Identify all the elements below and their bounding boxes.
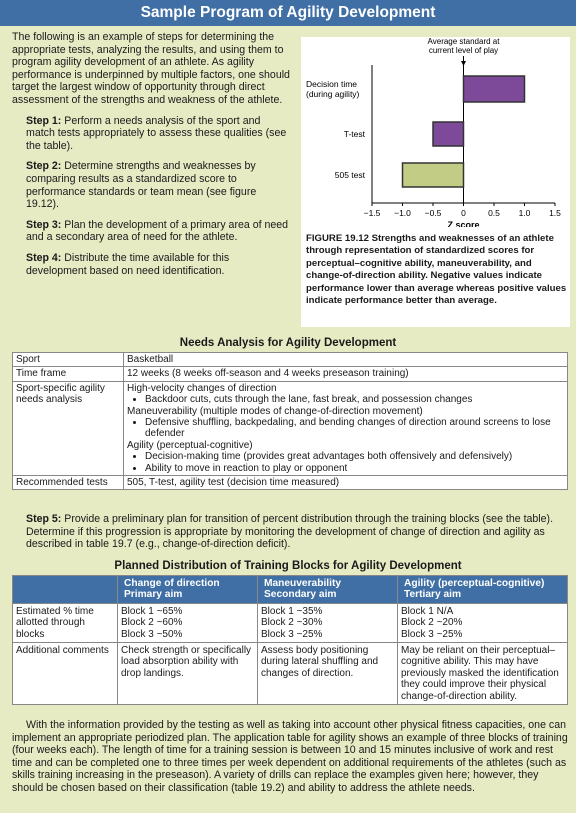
step-3 (12, 219, 290, 244)
annotation-label: current level of play (428, 46, 499, 55)
needs-table-title: Needs Analysis for Agility Development (179, 337, 397, 349)
block-value: Block 2 ~60% (121, 617, 183, 629)
figure-19-12 (301, 37, 570, 327)
table-row (13, 643, 568, 705)
table-cell: Time frame (13, 367, 124, 381)
table-row (13, 353, 568, 367)
step-3-text: Plan the development of a primary area of need and a secondary area of need for the athlete. (26, 218, 289, 244)
table-row (13, 367, 568, 381)
header-main: Maneuverability (264, 578, 341, 589)
step-2-label: Step 2: (26, 160, 62, 173)
table-cell (118, 603, 258, 642)
header-main: Agility (perceptual-cognitive) (404, 578, 545, 589)
block-value: Block 3 ~25% (401, 628, 463, 640)
list-item: • Defensive shuffling, backpedaling, and bending changes of direction around screens to lose defender (145, 417, 564, 440)
category-label: Decision time (306, 79, 358, 89)
need-heading: Maneuverability (multiple modes of change-of-direction movement) (127, 405, 423, 417)
table-cell: 505, T-test, agility test (decision time measured) (124, 476, 568, 490)
table-cell: Additional comments (13, 643, 118, 705)
z-score-chart (301, 37, 570, 227)
list-item: • Decision-making time (provides great advantages both offensively and defensively) (145, 451, 564, 462)
table-cell: Sport (13, 353, 124, 367)
table-cell: Check strength or specifically load absorption ability with drop landings. (118, 643, 258, 705)
header-cell (118, 576, 258, 604)
table-cell: Basketball (124, 353, 568, 367)
need-heading: High-velocity changes of direction (127, 382, 277, 394)
needs-table-wrap (12, 352, 568, 490)
needs-table (12, 352, 568, 490)
closing-paragraph: With the information provided by the testing as well as taking into account other physical fitness capacities, one can implement an appropriate periodized plan. The application table for agility shows an example of three blocks of training (four weeks each). The length of time for a training session is between 10 and 15 minutes inclusive of work and rest time and can be completed one to three times per week dependent on additional requirements of the athletes (such as skills training increasing in the preseason). A variety of drills can replace the examples given here; however, they should be chosen based on their classification (table 19.2) and ability to address the athlete needs. (12, 719, 568, 794)
annotation-label: Average standard at (427, 37, 500, 46)
step-4-text: Distribute the time available for this development based on need identification. (26, 251, 230, 277)
block-value: Block 1 ~65% (121, 605, 183, 617)
table-cell (124, 381, 568, 475)
step-2 (12, 160, 290, 210)
bar (464, 76, 525, 102)
block-value: Block 3 ~50% (121, 628, 183, 640)
step-5-label: Step 5: (26, 513, 62, 525)
table-cell: Recommended tests (13, 476, 124, 490)
table-header-row (13, 576, 568, 604)
bar (433, 122, 464, 146)
annotation-arrow-head (461, 61, 466, 66)
header-cell (398, 576, 568, 604)
table-row (13, 476, 568, 490)
planned-table-wrap (12, 575, 568, 705)
table-cell (258, 603, 398, 642)
table-row (13, 381, 568, 475)
step-4 (12, 252, 290, 277)
intro-column (12, 31, 290, 285)
header-sub: Primary aim (124, 589, 183, 601)
x-tick-label: −0.5 (424, 208, 442, 218)
list-item: • Ability to move in reaction to play or opponent (145, 463, 564, 474)
x-tick-label: 1.5 (549, 208, 561, 218)
step-2-text: Determine strengths and weaknesses by comparing results as a standardized score to performance standards or team mean (see figure 19.12). (26, 160, 257, 211)
category-label: (during agility) (306, 89, 360, 99)
page-banner-title: Sample Program of Agility Development (0, 0, 576, 26)
planned-table (12, 575, 568, 705)
step-1 (12, 115, 290, 153)
x-tick-label: −1.0 (394, 208, 411, 218)
block-value: Block 2 ~30% (261, 617, 323, 629)
need-heading: Agility (perceptual-cognitive) (127, 439, 253, 451)
intro-paragraph: The following is an example of steps for determining the appropriate tests, analyzing the results, and using them to program agility development of an athlete. As agility performance is underpinned by multiple factors, one should target the largest window of opportunity through direct assessment of the strengths and weakness of the athlete. (12, 31, 290, 106)
step-5 (26, 513, 566, 551)
list-item: • Backdoor cuts, cuts through the lane, fast break, and possession changes (145, 394, 564, 405)
x-tick-label: −1.5 (363, 208, 381, 218)
header-sub: Secondary aim (264, 589, 337, 601)
header-sub: Tertiary aim (404, 589, 462, 601)
block-value: Block 3 ~25% (261, 628, 323, 640)
block-value: Block 1 ~35% (261, 605, 323, 617)
step-1-text: Perform a needs analysis of the sport and match tests appropriately to assess these qualities (see the table). (26, 114, 287, 152)
table-cell: May be reliant on their perceptual–cognitive ability. This may have previously masked the identification they could improve their physical change-of-direction ability. (398, 643, 568, 705)
step-4-label: Step 4: (26, 251, 62, 264)
table-cell: Sport-specific agility needs analysis (13, 381, 124, 475)
table-cell: Assess body positioning during lateral shuffling and changes of direction. (258, 643, 398, 705)
table-cell: 12 weeks (8 weeks off-season and 4 weeks preseason training) (124, 367, 568, 381)
category-label: 505 test (334, 170, 365, 180)
step-5-text: Provide a preliminary plan for transition of percent distribution through the training blocks (see the table). Determine if this progression is appropriate by monitoring the development of change of direction and agility as described in table 19.7 (e.g., change-of-direction deficit). (26, 513, 554, 551)
header-cell (13, 576, 118, 604)
header-cell (258, 576, 398, 604)
block-value: Block 2 ~20% (401, 617, 463, 629)
table-row (13, 603, 568, 642)
bar (403, 163, 464, 187)
table-cell: Estimated % time allotted through blocks (13, 603, 118, 642)
planned-table-title: Planned Distribution of Training Blocks for Agility Development (114, 560, 462, 572)
step-1-label: Step 1: (26, 114, 62, 127)
table-cell (398, 603, 568, 642)
x-tick-label: 0.5 (488, 208, 500, 218)
x-axis-title: Z score (447, 220, 480, 227)
step-3-label: Step 3: (26, 218, 62, 231)
header-main: Change of direction (124, 578, 220, 589)
figure-caption: FIGURE 19.12 Strengths and weaknesses of an athlete through representation of standardized scores for perceptual–cognitive ability, maneuverability, and change-of-direction ability. Negative values indicate performance lower than average whereas positive values indicate performance better than average. (306, 233, 567, 307)
x-tick-label: 0 (461, 208, 466, 218)
category-label: T-test (343, 129, 365, 139)
x-tick-label: 1.0 (518, 208, 531, 218)
block-value: Block 1 N/A (401, 605, 454, 617)
